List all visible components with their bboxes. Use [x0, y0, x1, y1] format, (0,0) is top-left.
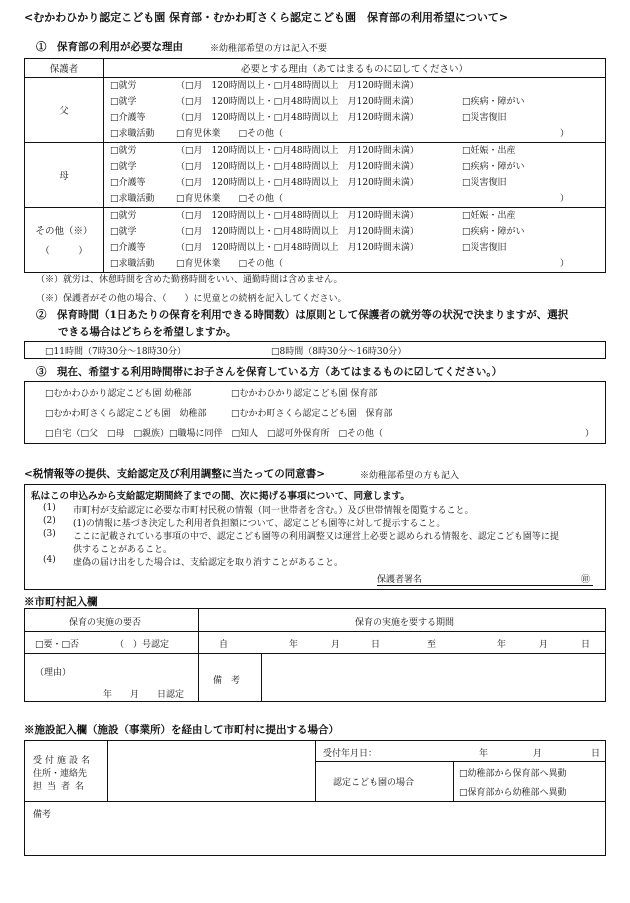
received-day: 日: [591, 749, 601, 759]
consent-item-num: (2): [43, 516, 56, 526]
facility-remarks: 備考: [33, 810, 52, 820]
received-month: 月: [533, 749, 543, 759]
to-year: 年: [497, 640, 507, 650]
reason-line[interactable]: □介護等 （□月 120時間以上・□月48時間以上 月120時間未満） □災害復旧: [110, 178, 507, 188]
signature-label: 保護者署名: [377, 575, 423, 585]
footnote-other: （※）保護者がその他の場合、（ ）に児童との続柄を記入してください。: [36, 294, 347, 304]
option-11-hours[interactable]: □11時間（7時30分〜18時30分）: [45, 347, 187, 357]
consent-item-num: (4): [43, 555, 56, 565]
cert-type[interactable]: （ ）号認定: [115, 640, 170, 650]
to-day: 日: [581, 640, 591, 650]
kodomoen-label: 認定こども園の場合: [333, 778, 415, 788]
row-label: 父: [25, 78, 104, 143]
from-year: 年: [289, 640, 299, 650]
consent-item-num: (1): [43, 503, 56, 513]
section1-heading: ① 保育部の利用が必要な理由: [36, 41, 183, 53]
facility-contact-label: 担当者名: [33, 782, 90, 792]
signature-line[interactable]: [377, 585, 593, 586]
received-year: 年: [479, 749, 489, 759]
municipal-box: [24, 608, 606, 702]
reason-line[interactable]: □就労 （□月 120時間以上・□月48時間以上 月120時間未満） □妊娠・出産: [110, 146, 516, 156]
row-label: その他（※） （ ）: [25, 208, 104, 273]
need-option[interactable]: □要・□否: [35, 640, 80, 650]
consent-item: 供することがあること。: [73, 545, 173, 555]
row-mother: [25, 143, 606, 208]
col-reason: 必要とする理由（あてはまるものに☑してください）: [104, 59, 606, 78]
reason-line[interactable]: □就労 （□月 120時間以上・□月48時間以上 月120時間未満）: [110, 81, 419, 91]
reason-table: [24, 58, 606, 273]
from-day: 日: [371, 640, 381, 650]
form-title: <むかわひかり認定こども園 保育部・むかわ町さくら認定こども園 保育部の利用希望について>: [24, 11, 509, 24]
consent-note: ※幼稚部希望の方も記入: [360, 471, 460, 481]
section2-heading: ② 保育時間（1日あたりの保育を利用できる時間数）は原則として保護者の就労等の状況で決まりますが、選択: [36, 309, 569, 321]
section1-note: ※幼稚部希望の方は記入不要: [210, 44, 328, 54]
option-home-etc[interactable]: □自宅（□父 □母 □親族）□職場に同伴 □知人 □認可外保育所 □その他（: [45, 429, 384, 439]
reason-line[interactable]: □介護等 （□月 120時間以上・□月48時間以上 月120時間未満） □災害復旧: [110, 243, 507, 253]
current-care-box: [24, 381, 606, 444]
facility-name-label: 受付施設名: [33, 756, 94, 766]
received-date-label: 受付年月日：: [323, 749, 378, 759]
option-hikari-kinder[interactable]: □むかわひかり認定こども園 幼稚部: [45, 389, 192, 399]
section2-heading-cont: できる場合はどちらを希望しますか。: [58, 326, 237, 338]
facility-box: [24, 740, 606, 856]
seal-mark: ㊞: [581, 575, 591, 585]
section3-heading: ③ 現在、希望する利用時間帯にお子さんを保育している方（あてはまるものに☑してください。）: [36, 366, 503, 378]
reason-line[interactable]: □就学 （□月 120時間以上・□月48時間以上 月120時間未満） □疾病・障がい: [110, 162, 525, 172]
reason-line[interactable]: □就学 （□月 120時間以上・□月48時間以上 月120時間未満） □疾病・障がい: [110, 227, 525, 237]
reason-line[interactable]: □求職活動 □育児休業 □その他（ ）: [110, 129, 570, 139]
period-to: 至: [427, 640, 437, 650]
footnote-work: （※）就労は、休憩時間を含めた勤務時間をいい、通勤時間は含めません。: [36, 275, 343, 285]
reason-line[interactable]: □介護等 （□月 120時間以上・□月48時間以上 月120時間未満） □災害復旧: [110, 113, 507, 123]
to-month: 月: [539, 640, 549, 650]
row-father: [25, 78, 606, 143]
reason-label: （理由）: [35, 668, 72, 678]
consent-item: 虚偽の届け出をした場合は、支給認定を取り消すことがあること。: [73, 558, 344, 568]
cert-date: 年 月 日認定: [103, 690, 185, 700]
col-need: 保育の実施の要否: [69, 618, 142, 628]
option-sakura-kinder[interactable]: □むかわ町さくら認定こども園 幼稚部: [45, 409, 207, 419]
consent-item-num: (3): [43, 529, 56, 539]
option-8-hours[interactable]: □8時間（8時30分〜16時30分）: [271, 347, 407, 357]
consent-box: [24, 484, 606, 590]
consent-intro: 私はこの申込みから支給認定期間終了までの間、次に掲げる事項について、同意します。: [31, 491, 410, 502]
option-hikari-nursery[interactable]: □むかわひかり認定こども園 保育部: [231, 389, 378, 399]
change-to-nursery[interactable]: □幼稚部から保育部へ異動: [459, 769, 567, 779]
facility-heading: ※施設記入欄（施設（事業所）を経由して市町村に提出する場合）: [24, 724, 339, 736]
col-period: 保育の実施を要する期間: [355, 618, 455, 628]
option-other-close: ）: [585, 429, 595, 439]
hours-box: [24, 341, 606, 359]
reason-line[interactable]: □就学 （□月 120時間以上・□月48時間以上 月120時間未満） □疾病・障がい: [110, 97, 525, 107]
reason-line[interactable]: □求職活動 □育児休業 □その他（ ）: [110, 194, 570, 204]
facility-address-label: 住所・連絡先: [33, 769, 88, 779]
reason-line[interactable]: □就労 （□月 120時間以上・□月48時間以上 月120時間未満） □妊娠・出産: [110, 211, 516, 221]
change-to-kinder[interactable]: □保育部から幼稚部へ異動: [459, 788, 567, 798]
row-label: 母: [25, 143, 104, 208]
row-other: [25, 208, 606, 273]
option-sakura-nursery[interactable]: □むかわ町さくら認定こども園 保育部: [231, 409, 393, 419]
remarks-label: 備 考: [213, 676, 241, 686]
col-guardian: 保護者: [25, 59, 104, 78]
consent-item: (1)の情報に基づき決定した利用者負担額について、認定こども園等に対して提示すること。: [73, 519, 446, 529]
period-from: 自: [219, 640, 229, 650]
municipal-heading: ※市町村記入欄: [24, 596, 98, 608]
consent-item: ここに記載されている事項の中で、認定こども園等の利用調整又は運営上必要と認められる情報を、認定こども園等に提: [73, 532, 559, 542]
from-month: 月: [331, 640, 341, 650]
consent-item: 市町村が支給認定に必要な市町村民税の情報（同一世帯者を含む。）及び世帯情報を閲覧すること。: [73, 506, 474, 516]
consent-heading: <税情報等の提供、支給認定及び利用調整に当たっての同意書>: [24, 468, 326, 480]
reason-line[interactable]: □求職活動 □育児休業 □その他（ ）: [110, 259, 570, 269]
